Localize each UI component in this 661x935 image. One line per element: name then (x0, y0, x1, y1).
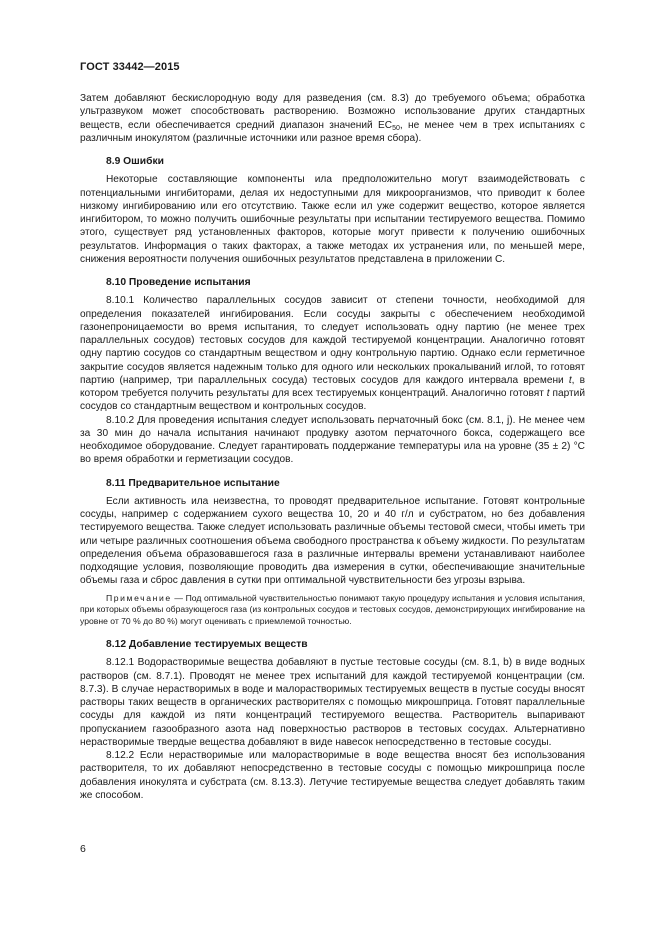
section-8-10-2-paragraph: 8.10.2 Для проведения испытания следует использовать перчаточный бокс (см. 8.1, j). Не менее чем за 30 мин до начала испытания начинают продувку азотом перчаточного бокса, содержащего все необходимое оборудование. Следует гарантировать поддержание температуры ила на уровне (35 ± 2) °С во время обработки и герметизации сосудов. (80, 414, 585, 466)
standard-header: ГОСТ 33442—2015 (80, 61, 180, 73)
note-paragraph (80, 593, 585, 629)
section-8-9-paragraph: Некоторые составляющие компоненты ила предположительно могут взаимодействовать с потенциальными ингибиторами, делая их недоступными для микроорганизмов, что приводит к более низкому ингибированию или его отсутствию. Также если ил уже содержит вещество, которое является ингибитором, то можно получить ошибочные результаты при испытании тестируемого вещества. Помимо этого, существует ряд установленных факторов, которые могут привести к получению ошибочных результатов. Информация о таких факторах, а также методах их устранения или, по меньшей мере, снижения вероятности получения ошибочных результатов представлена в приложении С. (80, 174, 585, 265)
variable-t: t (546, 388, 550, 399)
section-8-10-1-paragraph (80, 294, 585, 413)
section-title-8-12: 8.12 Добавление тестируемых веществ (106, 639, 308, 651)
note-label: Примечание (106, 592, 172, 603)
page-number: 6 (80, 843, 86, 855)
intro-paragraph (80, 92, 585, 145)
ec-subscript: 50 (392, 124, 400, 132)
section-title-8-10: 8.10 Проведение испытания (106, 277, 251, 288)
section-title-8-11: 8.11 Предварительное испытание (106, 477, 280, 489)
section-title-8-9: 8.9 Ошибки (106, 156, 164, 167)
section-8-11-paragraph: Если активность ила неизвестна, то проводят предварительное испытание. Готовят контрольные сосуды, например с содержанием сухого вещества 10, 20 и 40 г/л и субстратом, но без добавления тестируемого вещества. Также следует использовать различные объемы тестовой смеси, чтобы иметь три или четыре различных соотношения объема свободного пространства к объему жидкости. По результатам определения объема образовавшегося газа в различные интервалы времени устанавливают наиболее подходящие условия, позволяющие проводить два измерения в сутки, обеспечивающие значительные объемы газа и сброс давления в сутки при оптимальной чувствительности без угрозы взрыва. (80, 495, 585, 587)
section-8-12-2-paragraph: 8.12.2 Если нерастворимые или малорастворимые в воде вещества вносят без использования растворителя, то их добавляют непосредственно в тестовые сосуды с помощью микрошприца после добавления инокулята и субстрата (см. 8.13.3). Летучие тестируемые вещества следует добавлять таким же способом. (80, 750, 585, 801)
note-text: — Под оптимальной чувствительностью понимают такую процедуру испытания и условия испытания, при которых объемы образующегося газа (из контрольных сосудов и тестовых сосудов, демонстрирующих ингибирование на уровне от 70 % до 80 %) могут оценивать с приемлемой точностью. (80, 592, 585, 627)
paragraph-text: партий сосудов со стандартным веществом и контрольных сосудов. (80, 388, 585, 413)
intro-text: Затем добавляют бескислородную воду для разведения (см. 8.3) до требуемого объема; обработка ультразвуком может способствовать растворению. Возможно использование других стандартных веществ, если обеспечивается средний диапазон значений EC (80, 93, 585, 131)
page-body (80, 92, 585, 802)
paragraph-text: 8.10.1 Количество параллельных сосудов зависит от степени точности, необходимой для определения показателей ингибирования. Если сосуды закрыты с обеспечением необходимой газонепроницаемости во время испытания, то следует использовать одну партию (не менее трех параллельных сосудов) тестовых сосудов для каждой тестируемой концентрации. Аналогично готовят одну партию сосудов со стандартным веществом и одну контрольную партию. Однако если герметичное закрытие сосудов является надежным только для одного или нескольких прокалываний иглой, то готовят партию (например, три параллельных сосуда) тестовых сосудов для каждого интервала времени (80, 295, 585, 386)
paragraph-text: , в котором требуется получить результаты для всех тестируемых концентраций. Аналогично готовят (80, 374, 585, 399)
intro-text-end: , не менее чем в трех испытаниях с различным инокулятом (различные источники или разное время сбора). (80, 119, 585, 144)
variable-t: t (568, 374, 572, 386)
section-8-12-1-paragraph: 8.12.1 Водорастворимые вещества добавляют в пустые тестовые сосуды (см. 8.1, b) в виде водных растворов (см. 8.7.1). Проводят не менее трех испытаний для каждой тестируемой концентрации (см. 8.7.3). В случае нерастворимых в воде и малорастворимых тестируемых веществ в пустые сосуды вносят растворы таких веществ в органических растворителях с помощью микрошприца. Готовят параллельные сосуды для каждой из пяти концентраций тестируемого вещества. Растворитель выпаривают пропусканием газообразного азота над поверхностью растворов в тестовых сосудах. Альтернативно нерастворимые твердые вещества добавляют в виде навесок непосредственно в тестовые сосуды. (80, 657, 585, 748)
